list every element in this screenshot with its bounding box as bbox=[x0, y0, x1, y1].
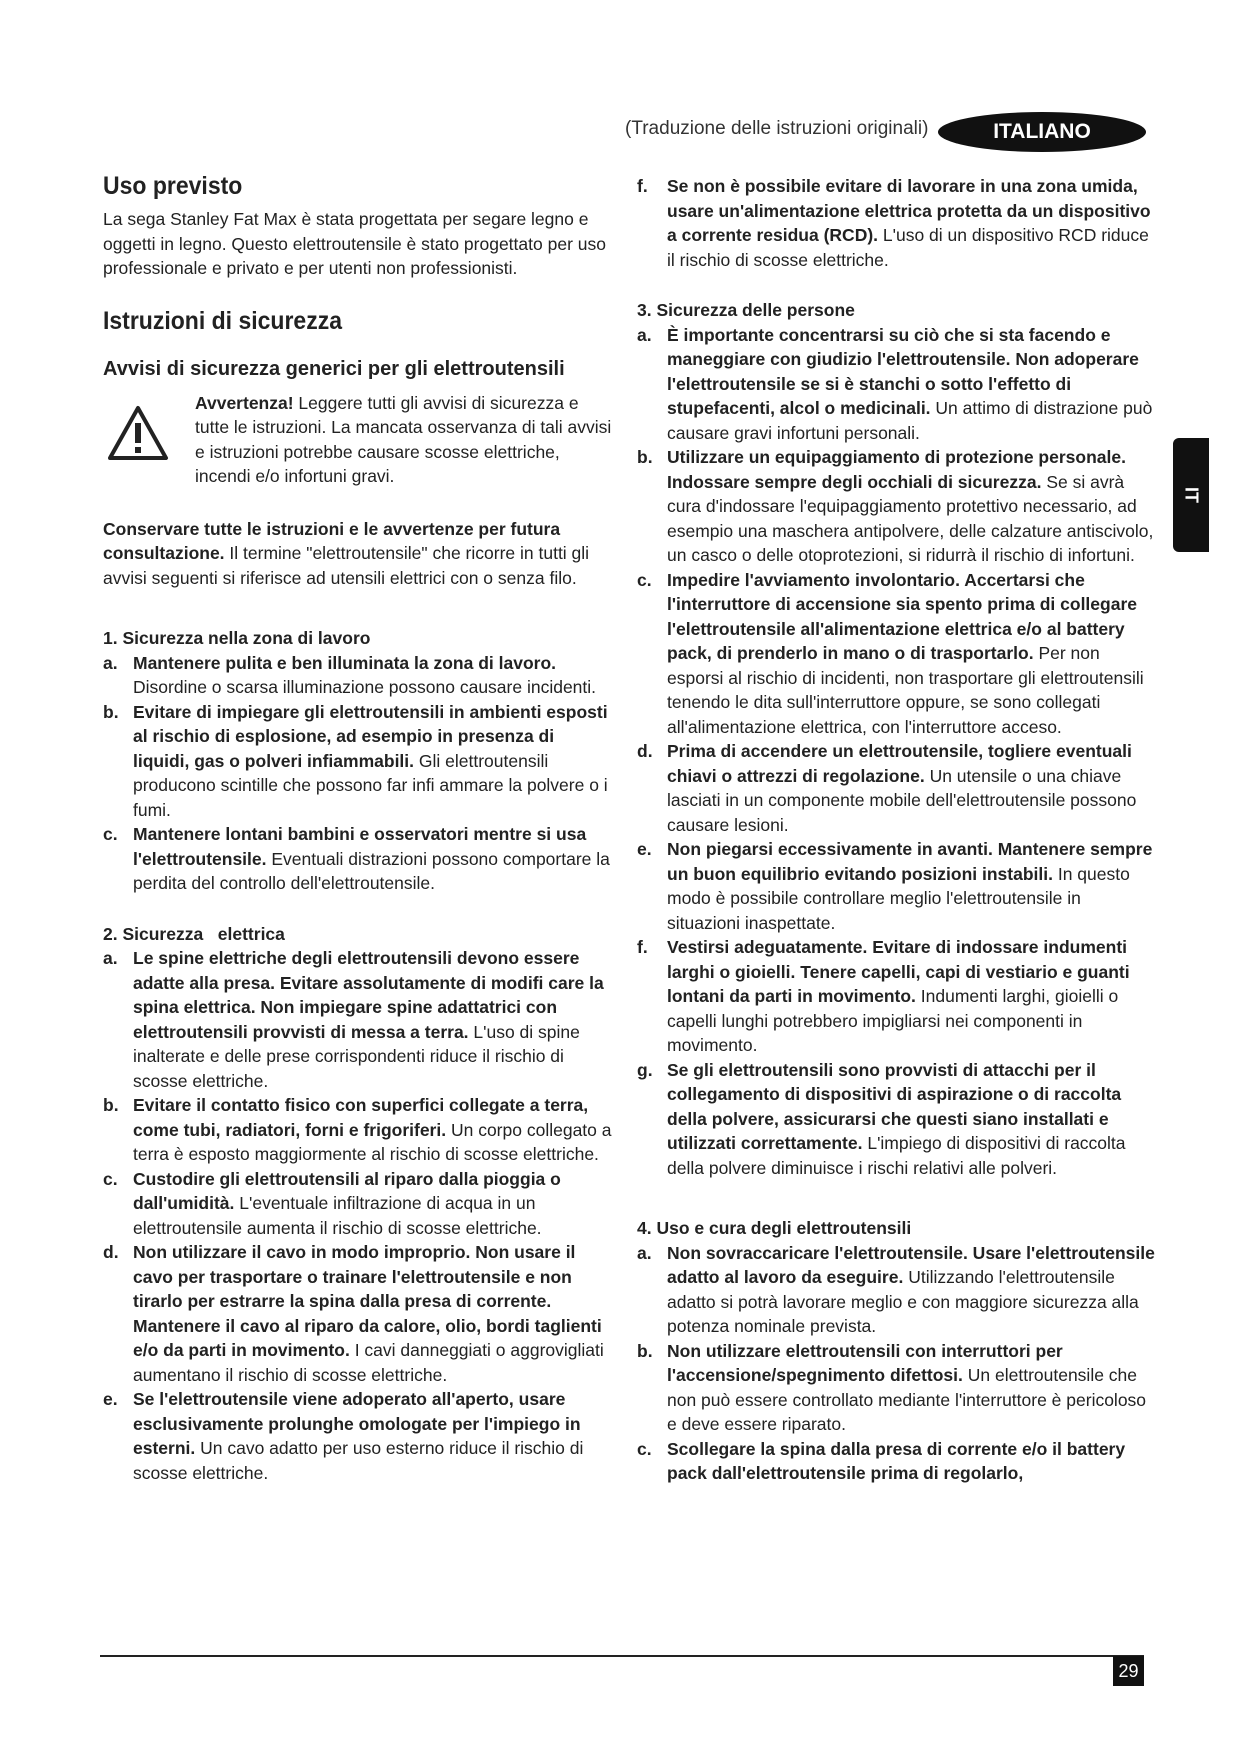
item-text: L'uso di un dispositivo RCD riduce il rischio di scosse elettriche. bbox=[667, 225, 1149, 270]
footer-rule bbox=[100, 1655, 1144, 1657]
item-text: Un elettroutensile che non può essere controllato mediante l'interruttore è pericoloso e deve essere riparato. bbox=[667, 1365, 1147, 1434]
uso-previsto-heading: Uso previsto bbox=[103, 172, 243, 200]
side-tab-label: IT bbox=[1181, 487, 1202, 503]
item-bold: Se gli elettroutensili sono provvisti di attacchi per il collegamento di dispositivi di aspirazione o di raccolta della polvere, assicurarsi che questi siano installati e utilizzati correttamente. bbox=[667, 1059, 1122, 1153]
item-marker: b. bbox=[637, 1340, 653, 1361]
item-bold: Impedire l'avviamento involontario. Accertarsi che l'interruttore di accensione sia spento prima di collegare l'elettroutensile all'alimentazione elettrica e/o al battery pack, di prenderlo in mano o di trasportarlo. bbox=[667, 569, 1137, 663]
list-item bbox=[637, 935, 1157, 1058]
item-bold: Evitare il contatto fisico con superfici collegate a terra, come tubi, radiatori, forni e frigoriferi. bbox=[133, 1095, 589, 1140]
item-bold: Custodire gli elettroutensili al riparo dalla pioggia o dall'umidità. bbox=[133, 1168, 561, 1213]
section-2-continued-list bbox=[637, 174, 1157, 272]
list-item bbox=[637, 323, 1157, 446]
section-3-list bbox=[637, 323, 1157, 1181]
item-bold: Evitare di impiegare gli elettroutensili in ambienti esposti al rischio di esplosione, ad esempio in presenza di liquidi, gas o polveri infiammabili. bbox=[133, 701, 608, 771]
item-marker: c. bbox=[103, 824, 118, 844]
item-text: In questo modo è possibile controllare meglio l'elettroutensile in situazioni inaspettate. bbox=[667, 863, 1130, 933]
list-item bbox=[103, 1387, 613, 1485]
item-marker: c. bbox=[637, 1438, 652, 1459]
list-item bbox=[637, 1339, 1157, 1437]
item-text: Se si avrà cura d'indossare l'equipaggiamento protettivo necessario, ad esempio una maschera antipolvere, delle calzature antiscivolo, un casco o delle otoprotezioni, si ridurrà il rischio di infortuni. bbox=[667, 471, 1154, 565]
item-bold: Non sovraccaricare l'elettroutensile. Usare l'elettroutensile adatto al lavoro da eseguire. bbox=[667, 1242, 1155, 1287]
list-item bbox=[103, 1093, 613, 1167]
list-item bbox=[637, 1437, 1157, 1486]
item-text: L'uso di spine inalterate e delle prese corrispondenti riduce il rischio di scosse elettriche. bbox=[133, 1021, 580, 1091]
list-item bbox=[103, 1167, 613, 1241]
item-bold: Scollegare la spina dalla presa di corrente e/o il battery pack dall'elettroutensile prima di regolarlo, bbox=[667, 1438, 1126, 1483]
list-item bbox=[637, 445, 1157, 568]
item-text: Utilizzando l'elettroutensile adatto si potrà lavorare meglio e con maggiore sicurezza alla potenza nominale prevista. bbox=[667, 1267, 1139, 1336]
language-badge: ITALIANO bbox=[938, 112, 1146, 152]
warning-block bbox=[103, 391, 613, 489]
section-1-heading: 1. Sicurezza nella zona di lavoro bbox=[103, 628, 371, 648]
item-marker: e. bbox=[637, 839, 652, 859]
section-2-heading: 2. Sicurezza elettrica bbox=[103, 923, 285, 944]
item-text: Un attimo di distrazione può causare gravi infortuni personali. bbox=[667, 398, 1153, 443]
item-marker: c. bbox=[637, 569, 652, 590]
right-column bbox=[637, 174, 1157, 1486]
list-item bbox=[637, 568, 1157, 740]
list-item bbox=[637, 174, 1157, 272]
item-marker: b. bbox=[103, 1095, 119, 1115]
section-2-list bbox=[103, 946, 613, 1485]
list-item bbox=[103, 822, 613, 896]
item-bold: Se l'elettroutensile viene adoperato all'aperto, usare esclusivamente prolunghe omologate per l'impiego in esterni. bbox=[133, 1389, 581, 1458]
list-item bbox=[637, 739, 1157, 837]
list-item bbox=[103, 700, 613, 823]
list-item bbox=[637, 837, 1157, 935]
section-4-list bbox=[637, 1241, 1157, 1486]
item-marker: a. bbox=[103, 948, 118, 968]
left-column bbox=[103, 172, 613, 1485]
item-marker: g. bbox=[637, 1059, 653, 1080]
section-1-list bbox=[103, 651, 613, 896]
item-text: Un corpo collegato a terra è esposto maggiormente al rischio di scosse elettriche. bbox=[133, 1119, 612, 1164]
item-marker: a. bbox=[103, 652, 118, 673]
item-text: Un cavo adatto per uso esterno riduce il rischio di scosse elettriche. bbox=[133, 1438, 584, 1483]
warning-text bbox=[195, 391, 613, 489]
section-3-heading: 3. Sicurezza delle persone bbox=[637, 300, 855, 320]
conserve-body: Il termine "elettroutensile" che ricorre in tutti gli avvisi seguenti si riferisce ad utensili elettrici con o senza filo. bbox=[103, 543, 590, 588]
item-marker: b. bbox=[637, 447, 653, 467]
page-number: 29 bbox=[1113, 1656, 1144, 1686]
item-text: Disordine o scarsa illuminazione possono causare incidenti. bbox=[133, 677, 597, 697]
language-side-tab bbox=[1173, 438, 1209, 552]
item-bold: Prima di accendere un elettroutensile, togliere eventuali chiavi o attrezzi di regolazione. bbox=[667, 741, 1132, 786]
item-text: Indumenti larghi, gioielli o capelli lunghi potrebbero impigliarsi nei componenti in movimento. bbox=[667, 986, 1119, 1055]
list-item bbox=[637, 1058, 1157, 1181]
item-text: Gli elettroutensili producono scintille che possono far infi ammare la polvere o i fumi. bbox=[133, 750, 608, 820]
list-item bbox=[103, 1240, 613, 1387]
list-item bbox=[103, 651, 613, 700]
warning-label: Avvertenza! bbox=[195, 392, 294, 413]
item-marker: b. bbox=[103, 701, 119, 722]
section-4-heading: 4. Uso e cura degli elettroutensili bbox=[637, 1218, 912, 1238]
item-bold: Le spine elettriche degli elettroutensili devono essere adatte alla presa. Evitare assolutamente di modifi care la spina elettrica. Non impiegare spine adattatrici con elettroutensili provvisti di messa a terra. bbox=[133, 948, 604, 1042]
item-text: Eventuali distrazioni possono comportare la perdita del controllo dell'elettroutensile. bbox=[133, 848, 610, 893]
item-text: Per non esporsi al rischio di incidenti, non trasportare gli elettroutensili tenendo le dita sull'interruttore oppure, se sono collegati all'alimentazione elettrica, con l'interruttore acceso. bbox=[667, 643, 1144, 737]
item-marker: d. bbox=[103, 1242, 119, 1262]
item-bold: Vestirsi adeguatamente. Evitare di indossare indumenti larghi o gioielli. Tenere capelli, capi di vestiario e guanti lontani da parti in movimento. bbox=[667, 937, 1130, 1006]
item-marker: c. bbox=[103, 1168, 118, 1189]
item-text: L'impiego di dispositivi di raccolta della polvere diminuisce i rischi relativi alle polveri. bbox=[667, 1133, 1126, 1178]
conserve-bold: Conservare tutte le istruzioni e le avvertenze per futura consultazione. bbox=[103, 518, 561, 563]
item-bold: È importante concentrarsi su ciò che si sta facendo e maneggiare con giudizio l'elettroutensile. Non adoperare l'elettroutensile se si è stanchi o sotto l'effetto di stupefacenti, alcol o medicinali. bbox=[667, 324, 1139, 418]
item-bold: Non utilizzare elettroutensili con interruttori per l'accensione/spegnimento difettosi. bbox=[667, 1340, 1063, 1385]
avvisi-subheading: Avvisi di sicurezza generici per gli elettroutensili bbox=[103, 357, 565, 380]
item-marker: e. bbox=[103, 1389, 118, 1409]
list-item bbox=[103, 946, 613, 1093]
item-bold: Mantenere pulita e ben illuminata la zona di lavoro. bbox=[133, 652, 556, 673]
warning-body: Leggere tutti gli avvisi di sicurezza e tutte le istruzioni. La mancata osservanza di tali avvisi e istruzioni potrebbe causare scosse elettriche, incendi e/o infortuni gravi. bbox=[195, 392, 612, 486]
item-bold: Non piegarsi eccessivamente in avanti. Mantenere sempre un buon equilibrio evitando posizioni instabili. bbox=[667, 839, 1153, 884]
istruzioni-heading: Istruzioni di sicurezza bbox=[103, 306, 342, 335]
uso-previsto-text: La sega Stanley Fat Max è stata progettata per segare legno e oggetti in legno. Questo elettroutensile è stato progettato per uso professionale e privato e per utenti non professionisti. bbox=[103, 209, 606, 278]
translation-note: (Traduzione delle istruzioni originali) bbox=[625, 118, 929, 139]
warning-triangle-icon bbox=[107, 405, 169, 461]
item-text: I cavi danneggiati o aggrovigliati aumentano il rischio di scosse elettriche. bbox=[133, 1340, 604, 1385]
item-bold: Se non è possibile evitare di lavorare in una zona umida, usare un'alimentazione elettrica protetta da un dispositivo a corrente residua (RCD). bbox=[667, 176, 1151, 245]
item-marker: d. bbox=[637, 741, 653, 761]
item-bold: Utilizzare un equipaggiamento di protezione personale. Indossare sempre degli occhiali di sicurezza. bbox=[667, 447, 1126, 492]
item-marker: a. bbox=[637, 324, 652, 345]
item-text: L'eventuale infiltrazione di acqua in un elettroutensile aumenta il rischio di scosse elettriche. bbox=[133, 1193, 542, 1238]
item-bold: Mantenere lontani bambini e osservatori mentre si usa l'elettroutensile. bbox=[133, 824, 587, 869]
item-marker: f. bbox=[637, 937, 648, 957]
item-marker: f. bbox=[637, 176, 648, 196]
list-item bbox=[637, 1241, 1157, 1339]
item-text: Un utensile o una chiave lasciati in un componente mobile dell'elettroutensile possono causare lesioni. bbox=[667, 765, 1137, 835]
conserve-paragraph bbox=[103, 517, 613, 591]
item-marker: a. bbox=[637, 1242, 652, 1263]
item-bold: Non utilizzare il cavo in modo improprio. Non usare il cavo per trasportare o trainare l'elettroutensile e non tirarlo per estrarre la spina dalla presa di corrente. Mantenere il cavo al riparo da calore, olio, bordi taglienti e/o da parti in movimento. bbox=[133, 1242, 602, 1360]
